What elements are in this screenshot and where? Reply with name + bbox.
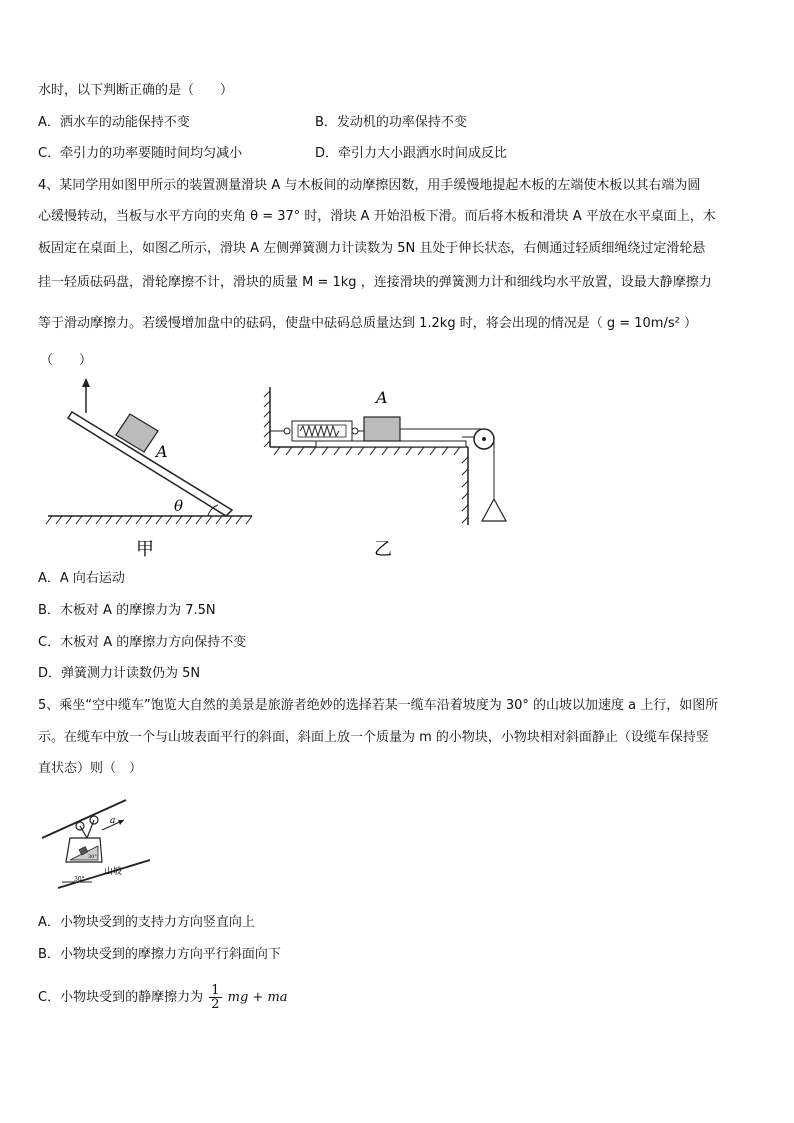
q3-option-c: C．牵引力的功率要随时间均匀减小: [38, 146, 243, 161]
figure-cable-angle-label: 30°: [74, 876, 85, 883]
q3-option-d: D．牵引力大小跟洒水时间成反比: [315, 146, 508, 161]
q4-stem-line5: 等于滑动摩擦力。若缓慢增加盘中的砝码，使盘中砝码总质量达到 1.2kg 时，将会出现的情况是（ g = 10m/s² ）: [38, 316, 697, 331]
figure-jia-block-label: A: [156, 442, 168, 461]
q5-option-b: B．小物块受到的摩擦力方向平行斜面向下: [38, 947, 281, 962]
figure-cable-car: [40, 796, 160, 892]
q3-stem-tail: 水时，以下判断正确的是（ ）: [38, 83, 234, 98]
q4-stem-line4: 挂一轻质砝码盘，滑轮摩擦不计，滑块的质量 M = 1kg ，连接滑块的弹簧测力计和细线均水平放置，设最大静摩擦力: [38, 275, 712, 290]
q4-option-b: B．木板对 A 的摩擦力为 7.5N: [38, 603, 216, 618]
q5-stem-line3: 直状态）则（ ）: [38, 761, 143, 776]
q4-option-d: D．弹簧测力计读数仍为 5N: [38, 666, 201, 681]
q5-stem-line1: 5、乘坐“空中缆车”饱览大自然的美景是旅游者绝妙的选择若某一缆车沿着坡度为 30° 的山坡以加速度 a 上行，如图所: [38, 698, 719, 713]
q4-option-a: A．A 向右运动: [38, 571, 125, 586]
figure-jia-caption: 甲: [136, 539, 154, 560]
q4-option-c: C．木板对 A 的摩擦力方向保持不变: [38, 635, 247, 650]
q4-stem-line1: 4、某同学用如图甲所示的装置测量滑块 A 与木板间的动摩擦因数，用手缓慢地提起木板的左端使木板以其右端为圆: [38, 178, 701, 193]
q5-option-c-suffix: mg + ma: [227, 990, 288, 1005]
figure-jia-theta: θ: [174, 497, 184, 515]
q5-fraction-numerator: 1: [211, 983, 220, 998]
q5-fraction-denominator: 2: [211, 997, 220, 1012]
q5-option-c-prefix: C．小物块受到的静摩擦力为: [38, 990, 204, 1005]
q5-option-c: [38, 984, 288, 1011]
figure-yi-caption: 乙: [374, 539, 392, 560]
figure-cable-slope-label: 山坡: [104, 867, 123, 877]
q5-option-a: A．小物块受到的支持力方向竖直向上: [38, 915, 255, 930]
figure-cable-accel-label: a: [110, 816, 116, 826]
q4-answer-paren: （ ）: [40, 353, 93, 368]
figure-cable-angle2-label: 30°: [88, 854, 97, 860]
figure-yi: [262, 375, 522, 560]
figure-yi-block-label: A: [376, 388, 388, 407]
q4-stem-line3: 板固定在桌面上，如图乙所示，滑块 A 左侧弹簧测力计读数为 5N 且处于伸长状态，右侧通过轻质细绳绕过定滑轮悬: [38, 241, 706, 256]
q5-fraction: [209, 984, 221, 1011]
weight-pan-icon: [482, 499, 506, 521]
q5-stem-line2: 示。在缆车中放一个与山坡表面平行的斜面，斜面上放一个质量为 m 的小物块，小物块相对斜面静止（设缆车保持竖: [38, 730, 709, 745]
q3-option-b: B．发动机的功率保持不变: [315, 115, 467, 130]
q4-stem-line2: 心缓慢转动，当板与水平方向的夹角 θ = 37° 时，滑块 A 开始沿板下滑。而后将木板和滑块 A 平放在水平桌面上，木: [38, 209, 716, 224]
figure-jia: [40, 375, 260, 560]
q3-option-a: A．洒水车的动能保持不变: [38, 115, 190, 130]
